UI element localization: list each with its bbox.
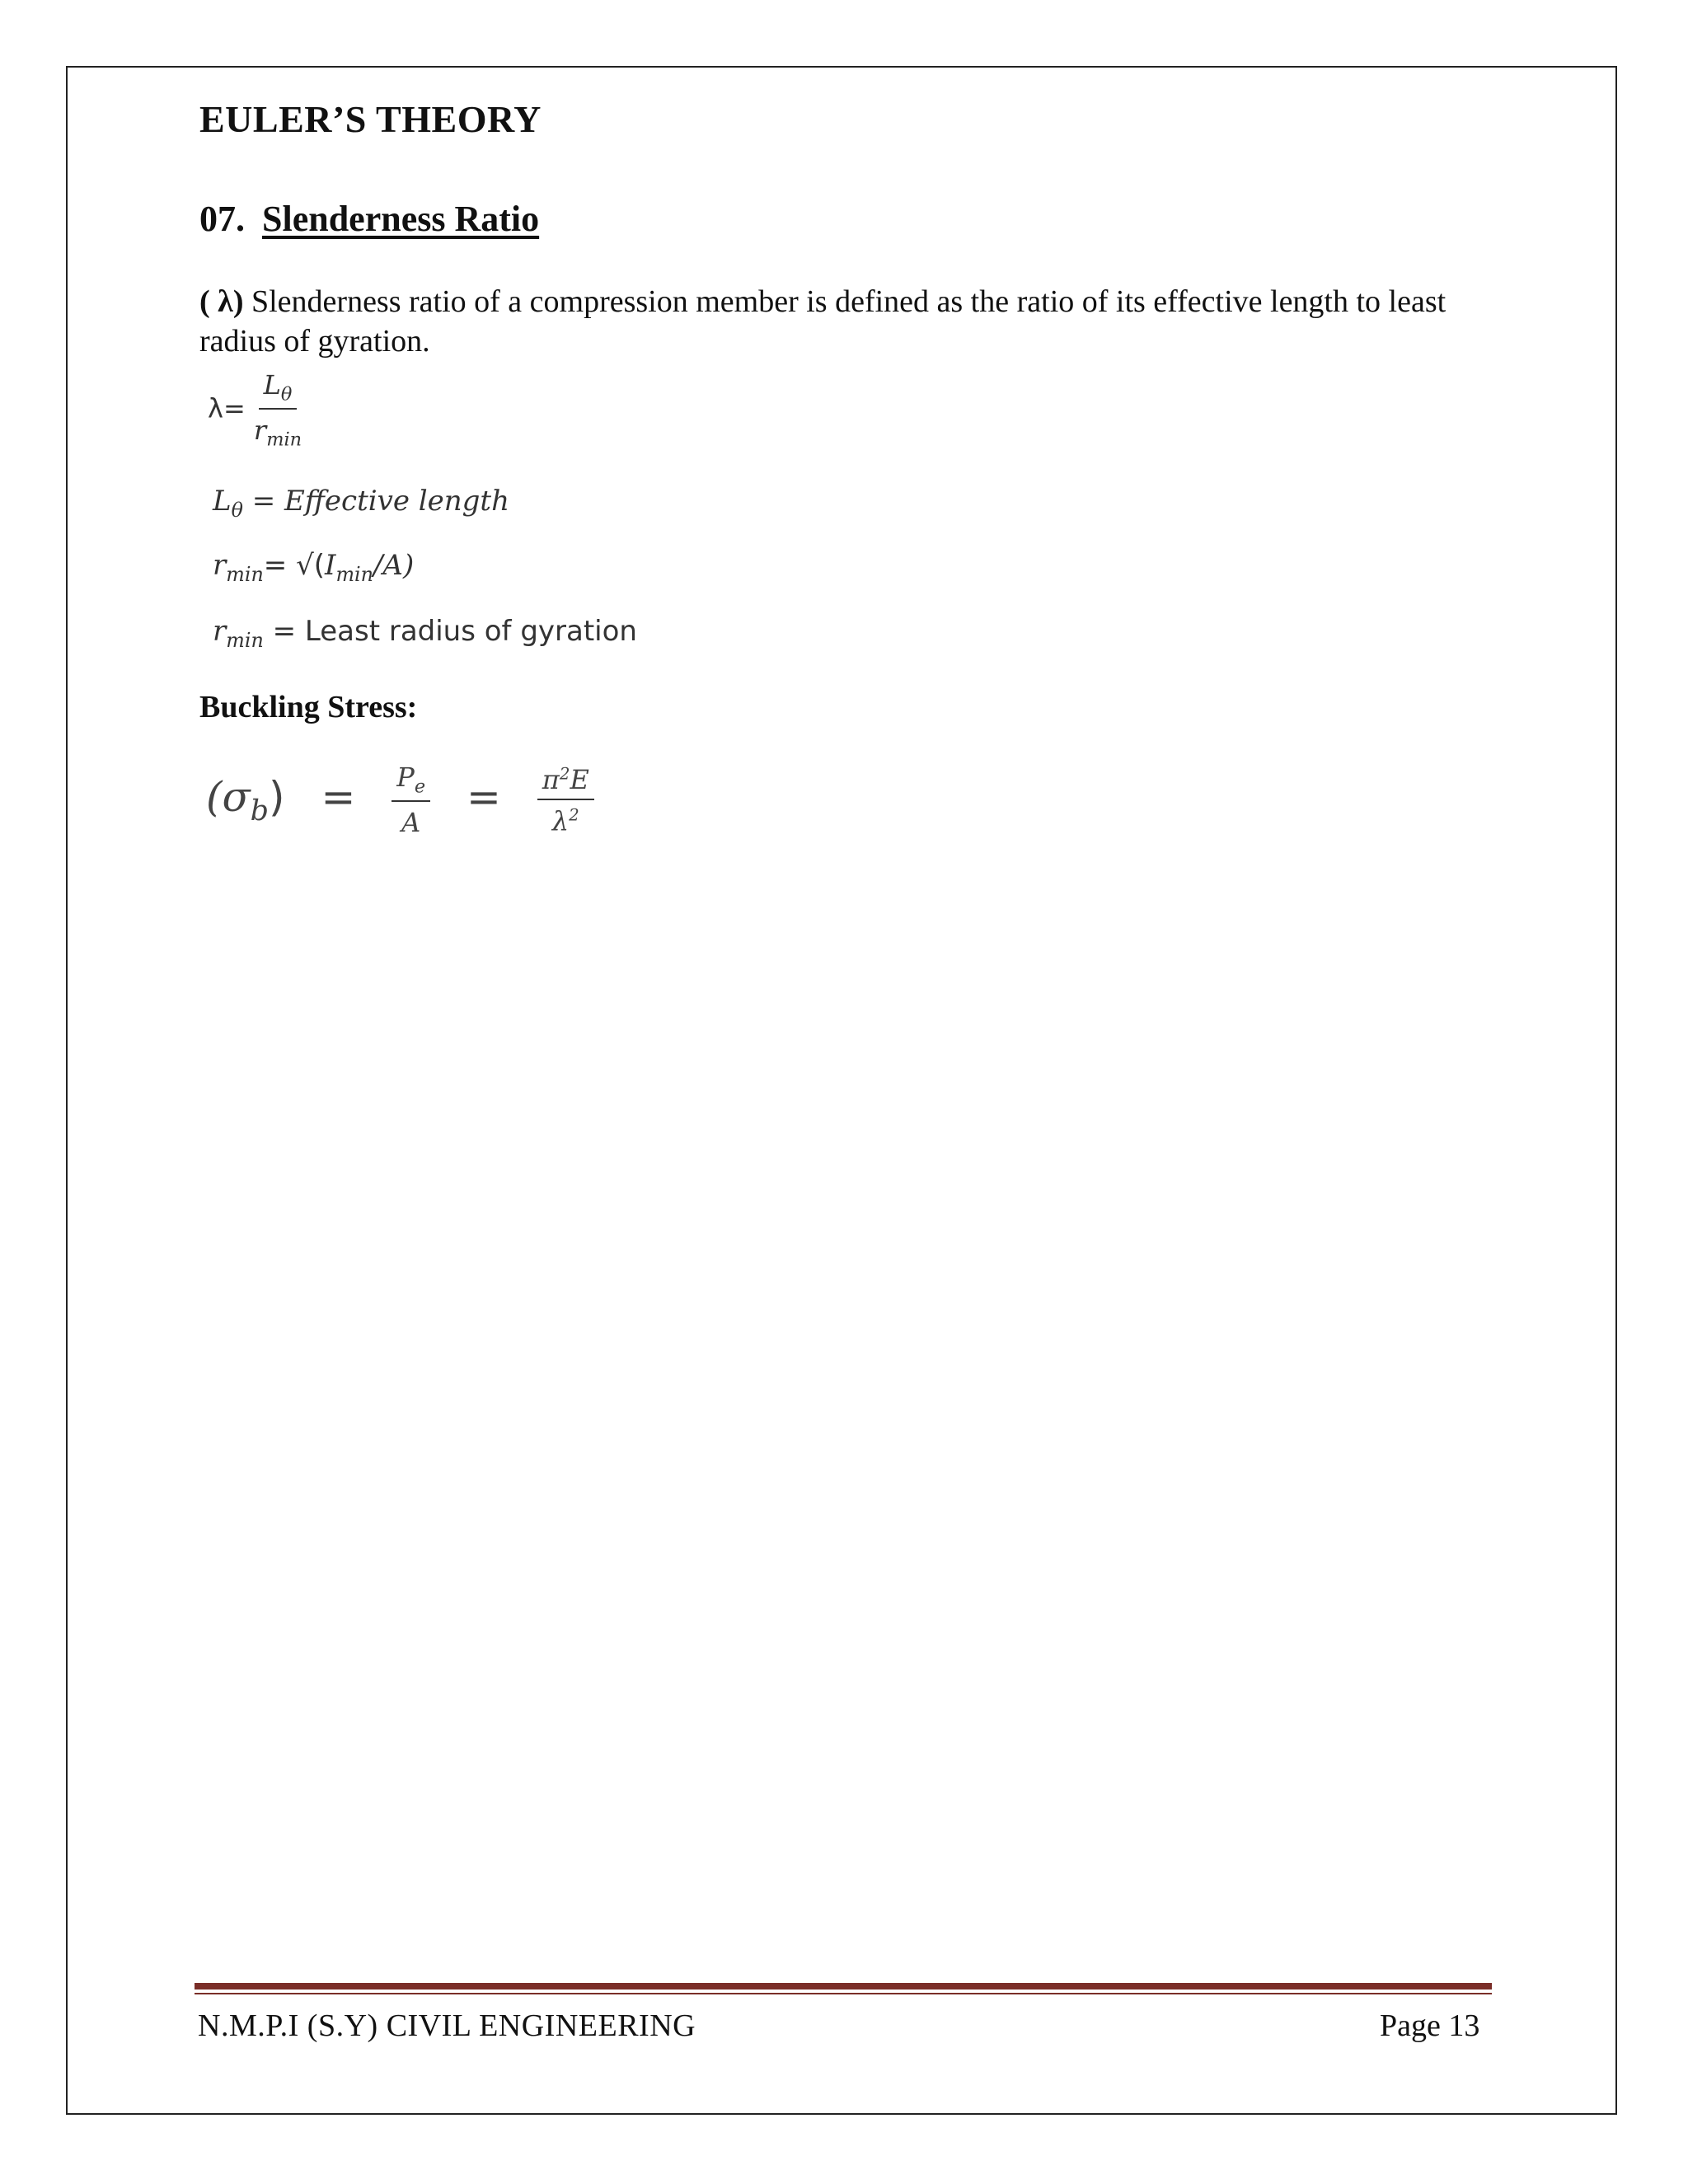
rmin-definition-line: $r_{min}$ = Least radius of gyration xyxy=(213,615,637,652)
definition-lambda: ( λ) xyxy=(199,284,244,319)
lambda-lhs: λ= xyxy=(208,392,246,424)
lambda-numerator: $L_\theta$ xyxy=(259,369,298,410)
section-heading xyxy=(199,198,539,240)
section-name: Slenderness Ratio xyxy=(262,199,540,239)
buckling-stress-formula: $(\sigma_b)$ = $\frac{P_e}{A}$ = $\frac{\pi^2E}{\lambda^2}$ xyxy=(206,762,594,838)
buckling-stress-label: Buckling Stress: xyxy=(199,690,418,724)
footer-page-number: Page 13 xyxy=(1380,2008,1480,2043)
stress-fraction-euler: $\frac{\pi^2E}{\lambda^2}$ xyxy=(537,764,594,837)
document-title: EULER’S THEORY xyxy=(199,98,542,140)
definition-text: Slenderness ratio of a compression member is defined as the ratio of its effective length to least radius of gyration. xyxy=(199,284,1447,359)
definition-paragraph xyxy=(199,282,1502,361)
lambda-fraction xyxy=(254,369,302,451)
footer-rule-thin xyxy=(195,1993,1492,1994)
effective-length-line: $L_\theta$ = Effective length xyxy=(213,485,509,522)
lambda-denominator: $r_{min}$ xyxy=(253,415,302,451)
lambda-formula xyxy=(208,369,302,451)
footer-institution: N.M.P.I (S.Y) CIVIL ENGINEERING xyxy=(198,2008,696,2043)
stress-fraction-pe: $\frac{P_e}{A}$ xyxy=(392,762,430,838)
section-number: 07. xyxy=(199,199,245,239)
footer-rule xyxy=(195,1983,1492,1990)
rmin-formula-line: $r_{min}= √(I_{min}/A)$ xyxy=(213,549,415,586)
